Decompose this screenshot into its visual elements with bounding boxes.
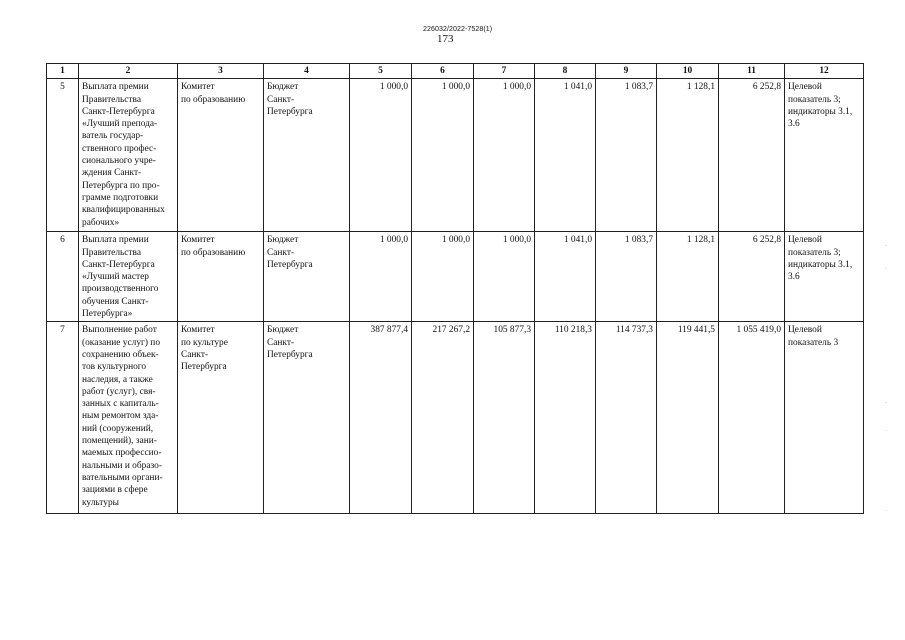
target-indicator-text: Целевой показатель 3; индикаторы 3.1, 3.6	[788, 82, 853, 130]
column-header: 7	[474, 64, 535, 79]
activity-name-text: Выплата премии Правительства Санкт-Петербурга «Лучший препода- ватель государ- ственного профес- сионального учре- ждения Санкт- Петербурга по про- грамме подготовки квалифицированных рабочих»	[82, 82, 165, 228]
column-header: 6	[412, 64, 474, 79]
amount-col-7: 1 000,0	[474, 79, 535, 232]
table-row	[47, 322, 864, 514]
executor	[178, 232, 264, 322]
activity-name	[79, 322, 178, 514]
funding-source-text: Бюджет Санкт- Петербурга	[267, 235, 313, 270]
program-activities-table	[46, 63, 864, 514]
funding-source-text: Бюджет Санкт- Петербурга	[267, 82, 313, 117]
activity-name-text: Выполнение работ (оказание услуг) по сохранению объек- тов культурного наследия, а также работ (услуг), свя- занных с капиталь- ным ремонтом зда- ний (сооружений, помещений), зани- маемых профессио- нальными и образо- вательными органи- зациями в сфере культуры	[82, 325, 163, 508]
amount-col-5: 1 000,0	[350, 232, 412, 322]
amount-col-10: 119 441,5	[657, 322, 719, 514]
column-number-row	[47, 64, 864, 79]
executor-text: Комитет по культуре Санкт- Петербурга	[181, 325, 228, 373]
amount-col-7: 105 877,3	[474, 322, 535, 514]
amount-col-7: 1 000,0	[474, 232, 535, 322]
column-header: 8	[535, 64, 596, 79]
amount-col-8: 1 041,0	[535, 232, 596, 322]
activity-name-text: Выплата премии Правительства Санкт-Петербурга «Лучший мастер производственного обучения Санкт- Петербурга»	[82, 235, 159, 320]
row-number: 5	[47, 79, 79, 232]
amount-total: 6 252,8	[719, 232, 785, 322]
target-indicator	[785, 322, 864, 514]
funding-source	[264, 232, 350, 322]
target-indicator-text: Целевой показатель 3; индикаторы 3.1, 3.6	[788, 235, 853, 283]
amount-col-10: 1 128,1	[657, 79, 719, 232]
activity-name	[79, 232, 178, 322]
target-indicator	[785, 232, 864, 322]
amount-col-9: 114 737,3	[596, 322, 657, 514]
amount-col-6: 217 267,2	[412, 322, 474, 514]
executor	[178, 79, 264, 232]
amount-col-5: 387 877,4	[350, 322, 412, 514]
scan-speck: ·	[885, 243, 887, 249]
funding-source	[264, 79, 350, 232]
funding-source	[264, 322, 350, 514]
scan-speck: ·	[885, 428, 887, 434]
column-header: 4	[264, 64, 350, 79]
amount-col-10: 1 128,1	[657, 232, 719, 322]
scan-speck: ·	[885, 400, 887, 406]
activity-name	[79, 79, 178, 232]
column-header: 9	[596, 64, 657, 79]
amount-col-9: 1 083,7	[596, 79, 657, 232]
table-row	[47, 232, 864, 322]
column-header: 12	[785, 64, 864, 79]
page-number: 173	[437, 33, 454, 45]
amount-col-6: 1 000,0	[412, 79, 474, 232]
executor-text: Комитет по образованию	[181, 235, 246, 258]
target-indicator-text: Целевой показатель 3	[788, 325, 839, 348]
scan-speck: ·	[885, 266, 887, 272]
column-header: 10	[657, 64, 719, 79]
executor-text: Комитет по образованию	[181, 82, 246, 105]
amount-col-8: 1 041,0	[535, 79, 596, 232]
amount-col-6: 1 000,0	[412, 232, 474, 322]
amount-col-5: 1 000,0	[350, 79, 412, 232]
column-header: 5	[350, 64, 412, 79]
amount-total: 1 055 419,0	[719, 322, 785, 514]
row-number: 6	[47, 232, 79, 322]
funding-source-text: Бюджет Санкт- Петербурга	[267, 325, 313, 360]
amount-total: 6 252,8	[719, 79, 785, 232]
column-header: 3	[178, 64, 264, 79]
column-header: 2	[79, 64, 178, 79]
row-number: 7	[47, 322, 79, 514]
amount-col-8: 110 218,3	[535, 322, 596, 514]
table-row	[47, 79, 864, 232]
amount-col-9: 1 083,7	[596, 232, 657, 322]
executor	[178, 322, 264, 514]
target-indicator	[785, 79, 864, 232]
column-header: 11	[719, 64, 785, 79]
scan-speck: ·	[885, 508, 887, 514]
document-id: 226032/2022-7528(1)	[423, 26, 493, 33]
column-header: 1	[47, 64, 79, 79]
